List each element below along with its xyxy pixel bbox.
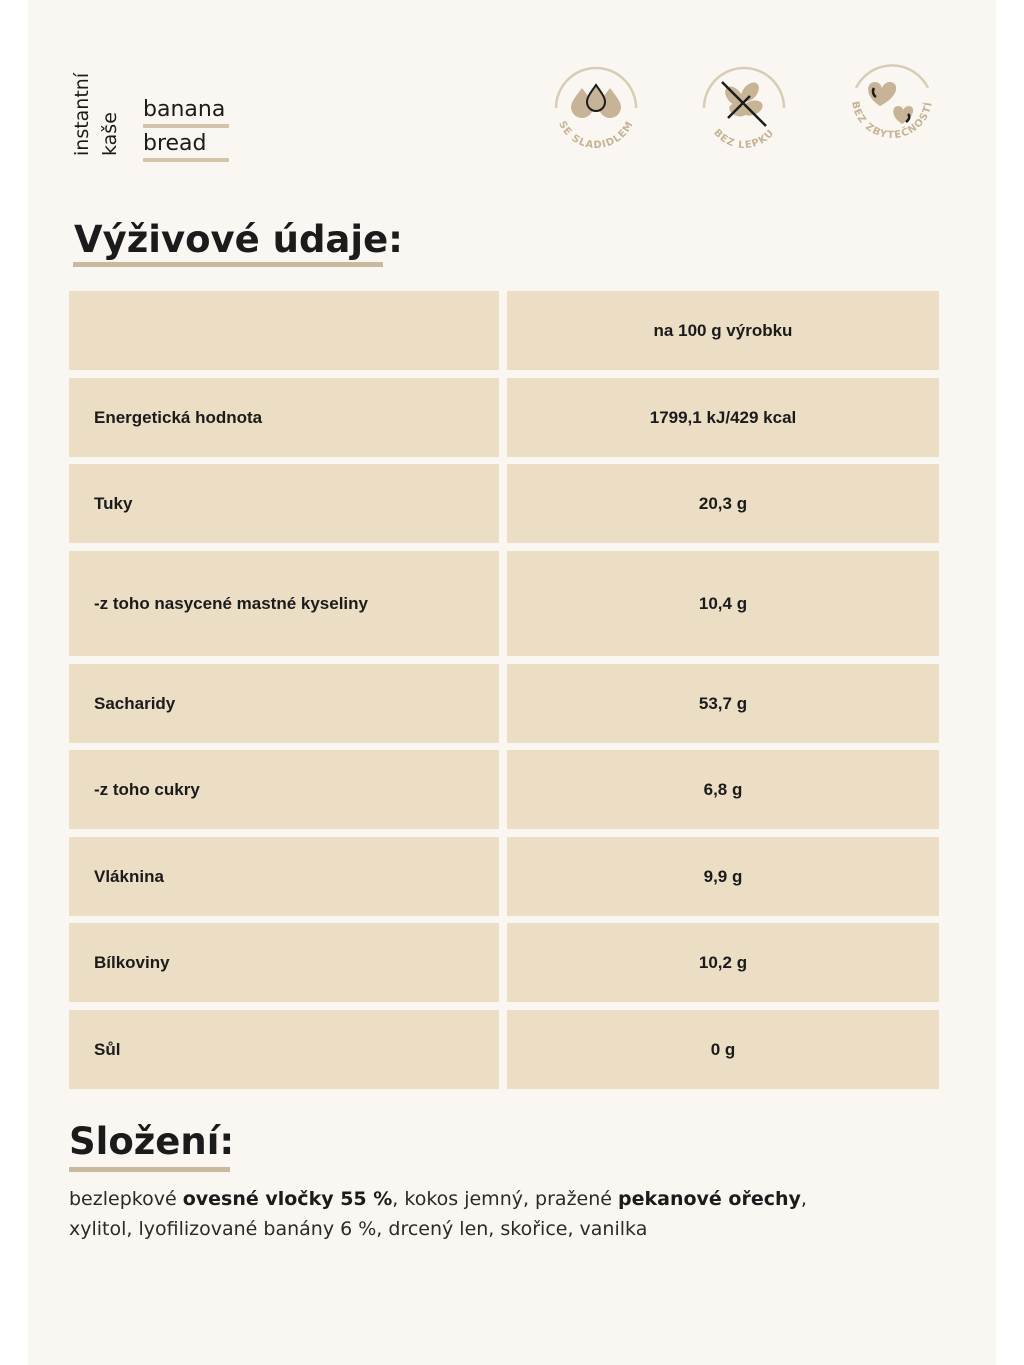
svg-text:BEZ LEPKU [711, 127, 777, 151]
table-row [69, 837, 939, 916]
composition-text [69, 1184, 869, 1244]
composition-part: , xylitol, lyofilizované banány 6 %, drcený len, skořice, vanilka [69, 1188, 807, 1240]
badge-label-2: BEZ LEPKU [711, 127, 777, 152]
row-label: Energetická hodnota [69, 378, 499, 457]
table-row [69, 1010, 939, 1089]
product-name-line1: banana [143, 96, 229, 128]
product-type-line1: instantní [71, 72, 93, 156]
composition-part: bezlepkové [69, 1188, 183, 1210]
row-value: 10,4 g [507, 551, 939, 656]
row-label: -z toho cukry [69, 750, 499, 829]
badge-sweetener [546, 58, 646, 158]
row-value: 53,7 g [507, 664, 939, 743]
row-value: 9,9 g [507, 837, 939, 916]
table-header-label [69, 291, 499, 370]
composition-title: Složení: [69, 1120, 235, 1163]
badge-label-1: SE SLADIDLEM [556, 119, 636, 152]
svg-text:BEZ ZBYTEČNOSTÍ [849, 100, 935, 141]
svg-text:SE SLADIDLEM [556, 119, 636, 151]
table-header-row [69, 291, 939, 370]
row-label: Sůl [69, 1010, 499, 1089]
row-label: -z toho nasycené mastné kyseliny [69, 551, 499, 656]
no-wheat-icon [694, 58, 794, 158]
drops-icon [546, 58, 646, 158]
composition-part-bold: pekanové ořechy [618, 1188, 801, 1210]
table-row [69, 464, 939, 543]
product-type-line2: kaše [99, 112, 121, 156]
product-name [143, 96, 229, 164]
table-row [69, 664, 939, 743]
table-row [69, 923, 939, 1002]
row-value: 0 g [507, 1010, 939, 1089]
row-value: 20,3 g [507, 464, 939, 543]
row-value: 10,2 g [507, 923, 939, 1002]
product-type [72, 58, 128, 158]
table-row [69, 750, 939, 829]
composition-part-bold: ovesné vločky 55 % [182, 1188, 393, 1210]
table-row [69, 378, 939, 457]
row-label: Vláknina [69, 837, 499, 916]
badge-gluten-free [694, 58, 794, 158]
row-label: Tuky [69, 464, 499, 543]
row-value: 6,8 g [507, 750, 939, 829]
table-header-value: na 100 g výrobku [507, 291, 939, 370]
hearts-icon [842, 58, 942, 158]
row-label: Bílkoviny [69, 923, 499, 1002]
badge-no-additives [842, 58, 942, 158]
badge-label-3: BEZ ZBYTEČNOSTÍ [849, 100, 935, 142]
composition-part: , kokos jemný, pražené [392, 1188, 619, 1210]
nutrition-title-underline [73, 262, 383, 267]
row-value: 1799,1 kJ/429 kcal [507, 378, 939, 457]
nutrition-title: Výživové údaje: [74, 218, 403, 261]
composition-title-underline [69, 1167, 230, 1172]
row-label: Sacharidy [69, 664, 499, 743]
product-name-line2: bread [143, 130, 229, 162]
table-row [69, 551, 939, 656]
